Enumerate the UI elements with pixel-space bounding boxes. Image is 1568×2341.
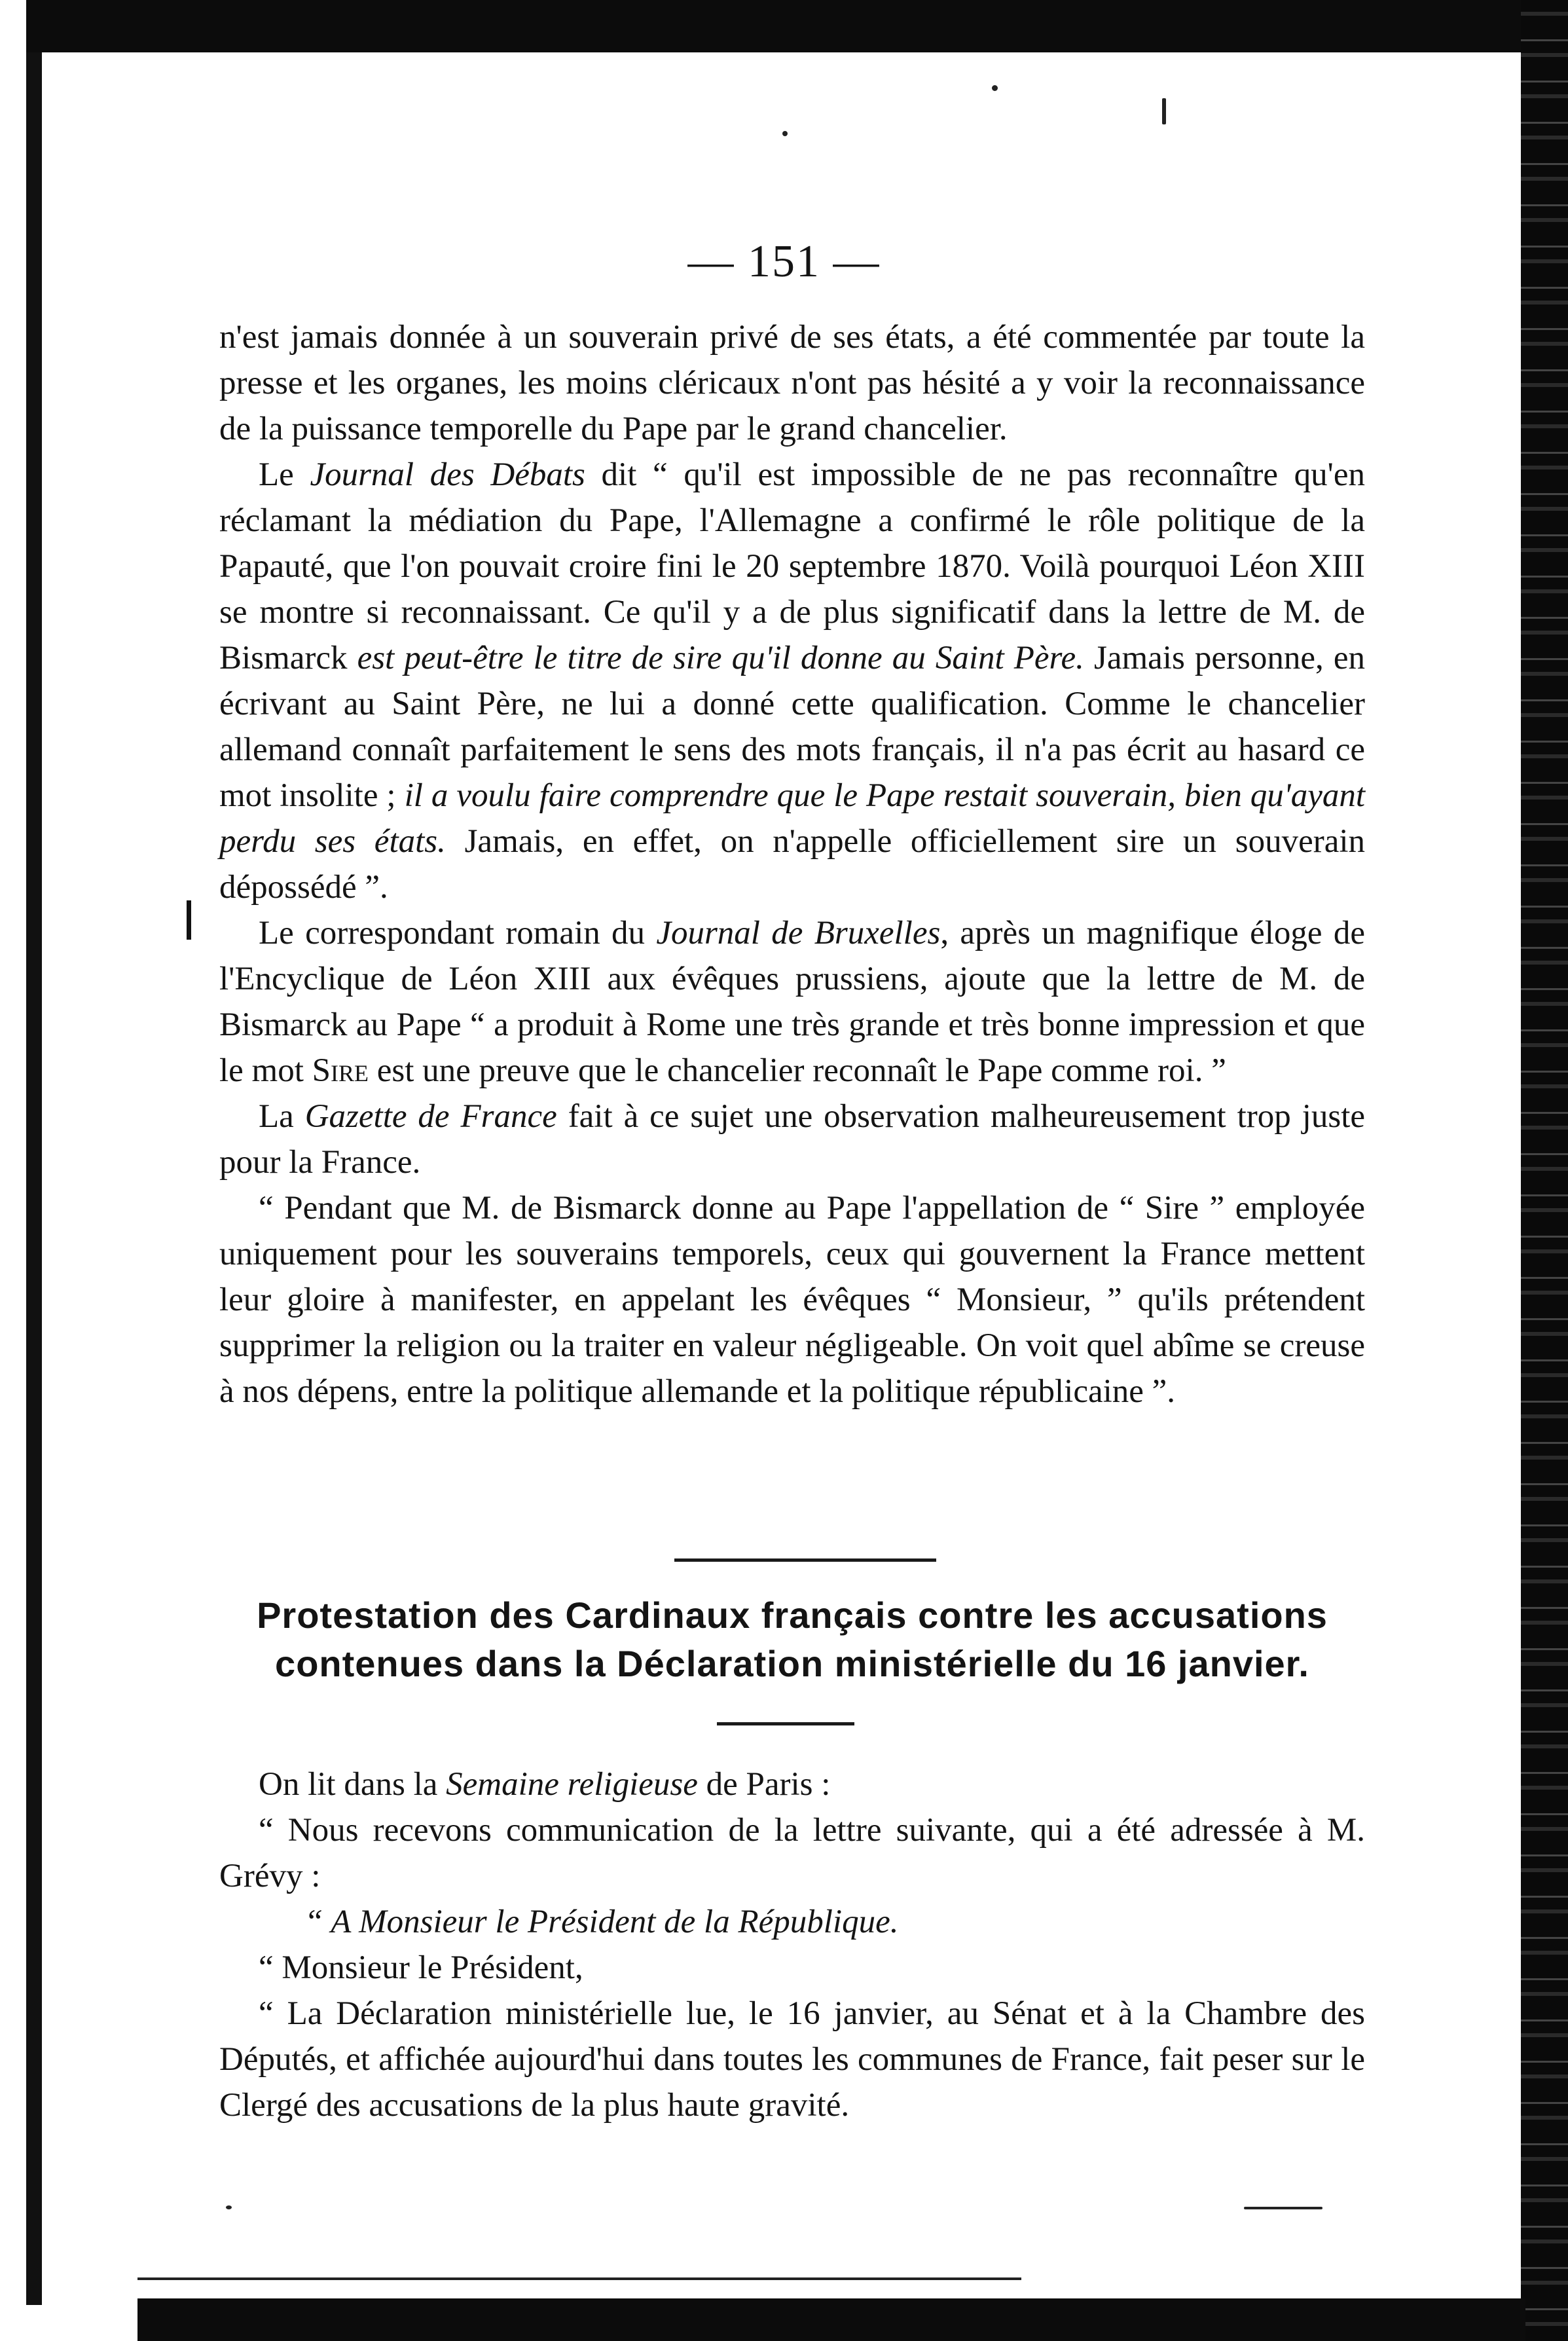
paragraph-continuation: n'est jamais donnée à un souverain privé de ses états, a été commentée par toute la presse et les organes, les moins cléricaux n'ont pas hésité a y voir la reconnaissance de la puissance temporelle du Pape par le grand chancelier.	[219, 319, 1365, 447]
publication-title: Gazette de France	[304, 1098, 557, 1135]
emphasis-run: il a voulu faire comprendre que le Pape restait souverain, bien qu'ayant perdu ses états.	[219, 777, 1366, 860]
section-heading	[219, 1591, 1365, 1688]
scan-speck	[992, 85, 998, 91]
text-run: Jamais, en effet, on n'appelle officiellement sire un souverain dépossédé ”.	[219, 823, 1365, 906]
section-divider	[674, 1558, 936, 1562]
publication-title: Journal de Bruxelles	[656, 915, 941, 951]
section-text	[219, 1761, 1365, 2128]
margin-mark	[187, 900, 191, 940]
scan-border-left	[26, 52, 42, 2305]
scan-speck	[226, 2205, 232, 2209]
text-run: est une preuve que le chancelier reconnaît le Pape comme roi. ”	[369, 1052, 1226, 1089]
scan-speck	[1162, 98, 1166, 124]
scan-speck	[782, 131, 788, 136]
heading-underline	[717, 1722, 854, 1725]
paragraph-letter-intro: “ Nous recevons communication de la lettre suivante, qui a été adressée à M. Grévy :	[219, 1812, 1365, 1894]
text-run: , après un magnifique éloge de l'Encyclique de Léon XIII aux évêques prussiens, ajoute que la lettre de M. de Bismarck au Pape “ a produit à Rome une très grande et très bonne impression et que le mot	[219, 915, 1365, 1089]
paragraph-journal-des-debats	[219, 452, 1365, 910]
section-heading-line: Protestation des Cardinaux français contre les accusations	[257, 1594, 1328, 1636]
publication-title: Semaine religieuse	[446, 1766, 698, 1803]
scan-border-top	[26, 0, 1568, 52]
scan-border-right	[1521, 0, 1568, 2341]
text-run: La	[259, 1098, 305, 1135]
body-text	[219, 314, 1365, 1414]
text-run: Jamais personne, en écrivant au Saint Père, ne lui a donné cette qualification. Comme le chancelier allemand connaît parfaitement le sens des mots français, il n'a pas écrit au hasard ce mot insolite ;	[219, 640, 1365, 814]
text-run: Le	[259, 456, 310, 493]
section-heading-line: contenues dans la Déclaration ministérielle du 16 janvier.	[275, 1643, 1309, 1684]
text-run: dit “ qu'il est impossible de ne pas reconnaître qu'en réclamant la médiation du Pape, l'Allemagne a confirmé le rôle politique de la Papauté, que l'on pouvait croire fini le 20 septembre 1870. Voilà pourquoi Léon XIII se montre si reconnaissant. Ce qu'il y a de plus significatif dans la lettre de M. de Bismarck	[219, 456, 1366, 676]
page-number: — 151 —	[687, 236, 881, 287]
letter-address: “ A Monsieur le Président de la République.	[304, 1904, 899, 1940]
letter-salutation: “ Monsieur le Président,	[259, 1949, 583, 1986]
paragraph-intro	[219, 1761, 1365, 1807]
letter-body: “ La Déclaration ministérielle lue, le 16 janvier, au Sénat et à la Chambre des Députés, et affichée aujourd'hui dans toutes les communes de France, fait peser sur le Clergé des accusations de la plus haute gravité.	[219, 1995, 1365, 2124]
text-run: fait à ce sujet une observation malheureusement trop juste pour la France.	[219, 1098, 1365, 1181]
publication-title: Journal des Débats	[310, 456, 585, 493]
paragraph-gazette-de-france	[219, 1094, 1365, 1185]
small-caps-word: Sire	[312, 1052, 369, 1089]
scan-bottom-line	[137, 2277, 1021, 2280]
paragraph-quote-gazette: “ Pendant que M. de Bismarck donne au Pape l'appellation de “ Sire ” employée uniquement pour les souverains temporels, ceux qui gouvernent la France mettent leur gloire à manifester, en appelant les évêques “ Monsieur, ” qu'ils prétendent supprimer la religion ou la traiter en valeur négligeable. On voit quel abîme se creuse à nos dépens, entre la politique allemande et la politique républicaine ”.	[219, 1190, 1365, 1410]
text-run: Le correspondant romain du	[259, 915, 657, 951]
emphasis-run: est peut-être le titre de sire qu'il donne au Saint Père.	[357, 640, 1084, 676]
scan-speck	[1244, 2207, 1322, 2209]
text-run: de Paris :	[697, 1766, 831, 1803]
text-run: On lit dans la	[259, 1766, 447, 1803]
scan-border-bottom	[137, 2298, 1525, 2341]
scan-border-notch	[26, 52, 1074, 69]
paragraph-journal-de-bruxelles	[219, 910, 1365, 1094]
